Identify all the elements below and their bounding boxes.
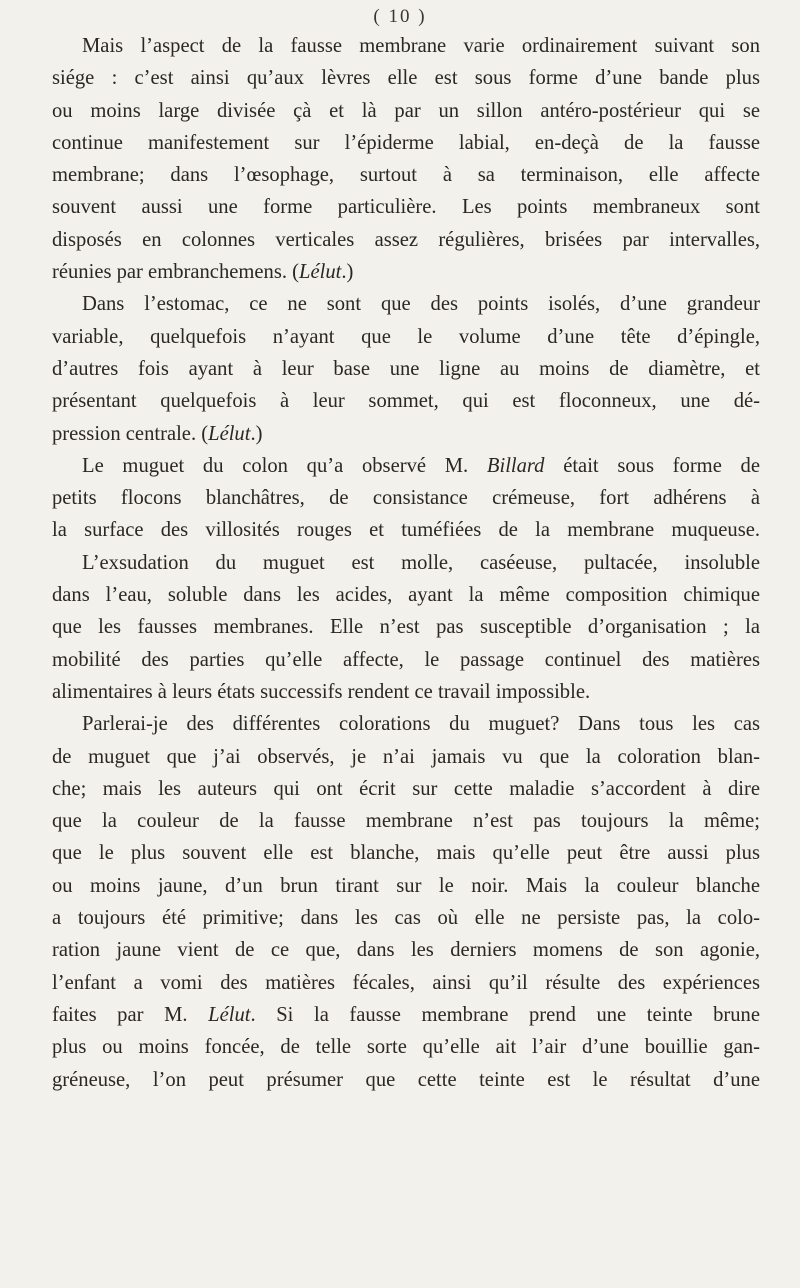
text-line: petits flocons blanchâtres, de consistance crémeuse, fort adhérens à (52, 487, 760, 510)
text-line: che; mais les auteurs qui ont écrit sur cette maladie s’accordent à dire (52, 777, 760, 800)
body-text (52, 30, 760, 1096)
text-line: que la couleur de la fausse membrane n’est pas toujours la même; (52, 810, 760, 833)
text-line: ou moins jaune, d’un brun tirant sur le noir. Mais la couleur blanche (52, 874, 760, 897)
text-line: la surface des villosités rouges et tuméfiées de la membrane muqueuse. (52, 519, 760, 542)
text-line: d’autres fois ayant à leur base une ligne au moins de diamètre, et (52, 357, 760, 380)
text-line: souvent aussi une forme particulière. Les points membraneux sont (52, 196, 760, 219)
text-line: a toujours été primitive; dans les cas où elle ne persiste pas, la colo- (52, 907, 760, 930)
text-line: disposés en colonnes verticales assez régulières, brisées par intervalles, (52, 228, 760, 251)
text-line: présentant quelquefois à leur sommet, qui est floconneux, une dé- (52, 390, 760, 413)
text-line: alimentaires à leurs états successifs rendent ce travail impossible. (52, 680, 591, 703)
text-line: ration jaune vient de ce que, dans les derniers momens de son agonie, (52, 939, 760, 962)
text-line: membrane; dans l’œsophage, surtout à sa terminaison, elle affecte (52, 164, 760, 187)
text-line: plus ou moins foncée, de telle sorte qu’elle ait l’air d’une bouillie gan- (52, 1036, 760, 1059)
text-line: pression centrale. (Lélut.) (52, 422, 263, 445)
text-line: l’enfant a vomi des matières fécales, ainsi qu’il résulte des expériences (52, 971, 760, 994)
text-line: réunies par embranchemens. (Lélut.) (52, 261, 354, 284)
text-line: de muguet que j’ai observés, je n’ai jamais vu que la coloration blan- (52, 745, 760, 768)
text-line: siége : c’est ainsi qu’aux lèvres elle est sous forme d’une bande plus (52, 67, 760, 90)
text-line: que le plus souvent elle est blanche, mais qu’elle peut être aussi plus (52, 842, 760, 865)
text-line: Mais l’aspect de la fausse membrane varie ordinairement suivant son (82, 35, 760, 57)
text-line: faites par M. Lélut. Si la fausse membrane prend une teinte brune (52, 1003, 760, 1026)
text-line: Le muguet du colon qu’a observé M. Billard était sous forme de (82, 454, 760, 477)
text-line: gréneuse, l’on peut présumer que cette teinte est le résultat d’une (52, 1068, 760, 1091)
text-line: ou moins large divisée çà et là par un sillon antéro-postérieur qui se (52, 99, 760, 122)
text-line: continue manifestement sur l’épiderme labial, en-deçà de la fausse (52, 131, 760, 154)
text-line: variable, quelquefois n’ayant que le volume d’une tête d’épingle, (52, 325, 760, 348)
text-line: dans l’eau, soluble dans les acides, ayant la même composition chimique (52, 584, 760, 607)
text-line: mobilité des parties qu’elle affecte, le passage continuel des matières (52, 648, 760, 671)
page-number: ( 10 ) (373, 6, 427, 27)
text-line: Parlerai-je des différentes colorations du muguet? Dans tous les cas (82, 713, 760, 736)
text-line: que les fausses membranes. Elle n’est pas susceptible d’organisation ; la (52, 616, 760, 639)
text-line: Dans l’estomac, ce ne sont que des points isolés, d’une grandeur (82, 293, 760, 316)
text-line: L’exsudation du muguet est molle, caséeuse, pultacée, insoluble (82, 551, 760, 574)
